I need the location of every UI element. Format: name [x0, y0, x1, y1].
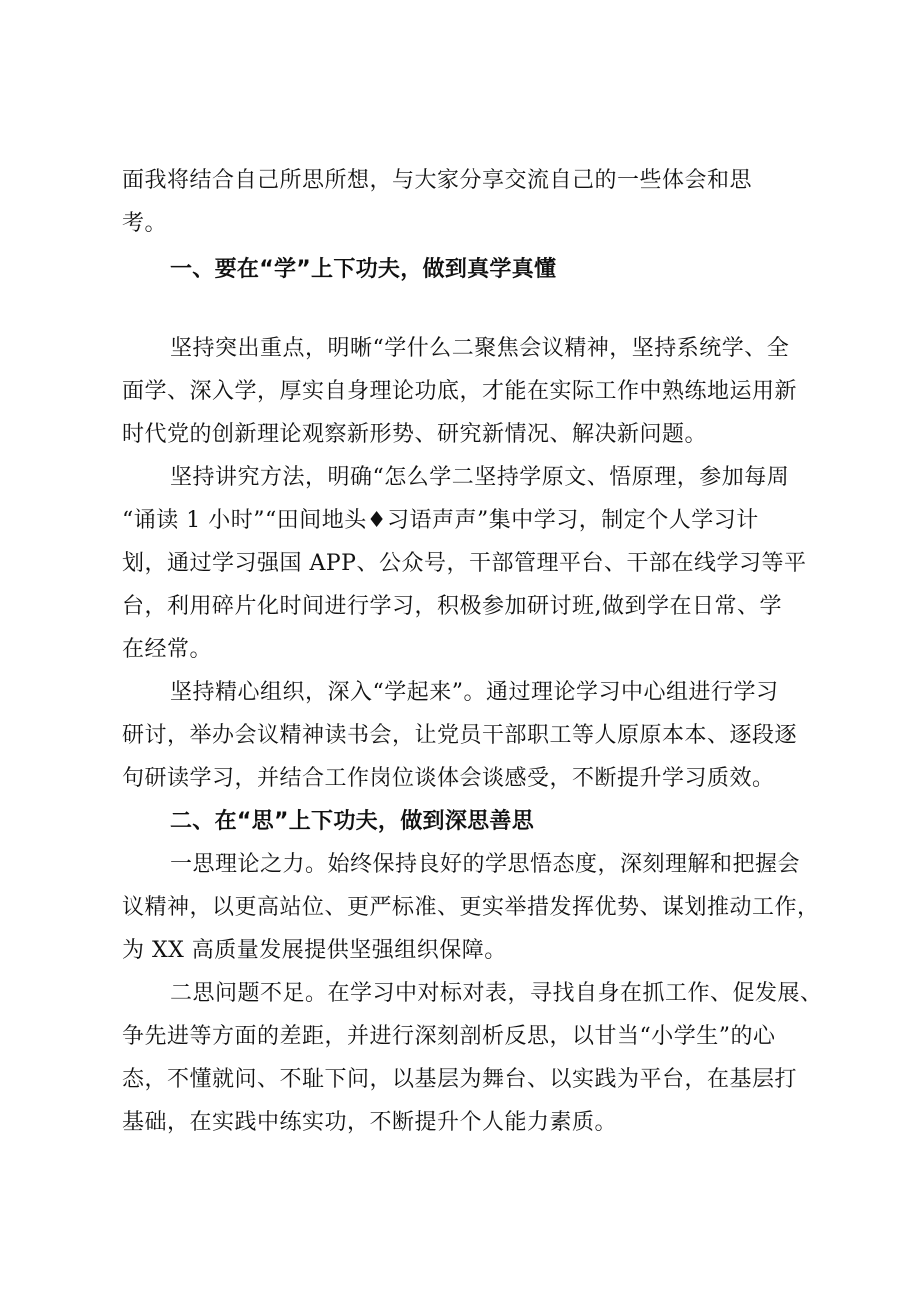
text-line-5: 时代党的创新理论观察新形势、研究新情况、解决新问题。 — [122, 422, 708, 447]
text-line-20: 基础，在实践中练实功，不断提升个人能力素质。 — [122, 1110, 618, 1135]
text-line-8: 划，通过学习强国 APP、公众号，干部管理平台、干部在线学习等平 — [122, 551, 807, 576]
text-line-14: 一思理论之力。始终保持良好的学思悟态度，深刻理解和把握会 — [170, 852, 801, 877]
section-heading-2: 二、在“思”上下功夫，做到深思善思 — [170, 809, 535, 834]
text-line-18: 争先进等方面的差距，并进行深刻剖析反思，以甘当“小学生”的心 — [122, 1024, 776, 1049]
text-line-6: 坚持讲究方法，明确“怎么学二坚持学原文、悟原理，参加每周 — [170, 465, 790, 490]
section-heading-1: 一、要在“学”上下功夫，做到真学真懂 — [170, 257, 557, 282]
text-line-4: 面学、深入学，厚实自身理论功底，才能在实际工作中熟练地运用新 — [122, 379, 798, 404]
text-line-15: 议精神，以更高站位、更严标准、更实举措发挥优势、谋划推动工作， — [122, 895, 820, 920]
text-line-12: 研讨，举办会议精神读书会，让党员干部职工等人原原本本、逐段逐 — [122, 723, 798, 748]
text-line-1: 面我将结合自己所思所想，与大家分享交流自己的一些体会和思 — [122, 168, 753, 193]
text-line-19: 态，不懂就问、不耻下问，以基层为舞台、以实践为平台，在基层打 — [122, 1067, 798, 1092]
text-line-17: 二思问题不足。在学习中对标对表，寻找自身在抓工作、促发展、 — [170, 981, 823, 1006]
text-line-16: 为 XX 高质量发展提供坚强组织保障。 — [122, 938, 507, 963]
text-line-13: 句研读学习，并结合工作岗位谈体会谈感受，不断提升学习质效。 — [122, 766, 775, 791]
text-line-10: 在经常。 — [122, 637, 213, 662]
text-line-9: 台，利用碎片化时间进行学习，积极参加研讨班,做到学在日常、学 — [122, 594, 782, 619]
text-line-2: 考。 — [122, 211, 168, 236]
text-line-7: “诵读 1 小时”“田间地头♦习语声声”集中学习，制定个人学习计 — [122, 508, 759, 533]
text-line-3: 坚持突出重点，明晰“学什么二聚焦会议精神，坚持系统学、全 — [170, 336, 790, 361]
text-line-11: 坚持精心组织，深入“学起来”。通过理论学习中心组进行学习 — [170, 680, 779, 705]
